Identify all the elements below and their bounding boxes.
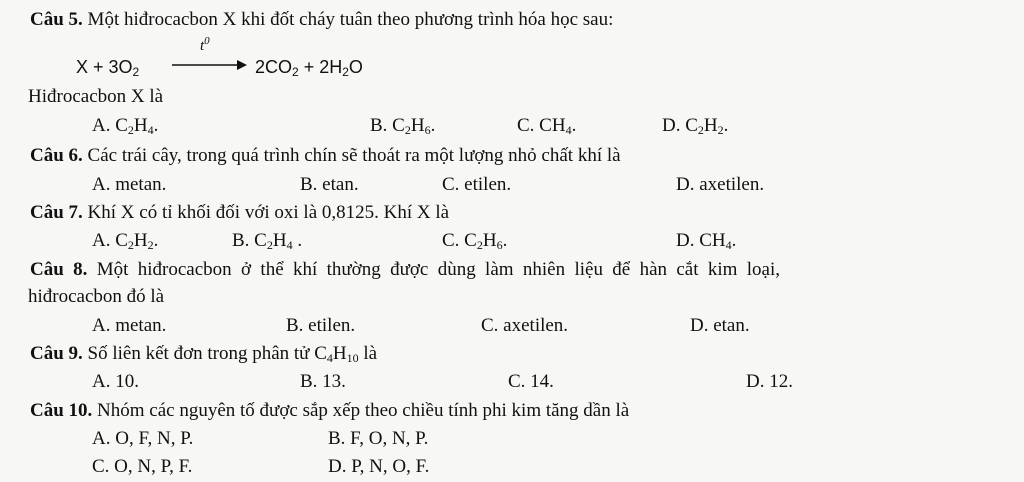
- q7-option-b[interactable]: B. $C_2H_4$ .: [232, 230, 303, 252]
- reaction-arrow-icon: [172, 58, 248, 72]
- question-7-stem: [30, 202, 449, 224]
- question-7-text: Khí X có tỉ khối đối với oxi là 0,8125. Khí X là: [82, 202, 450, 223]
- q8-option-b[interactable]: B. etilen.: [286, 315, 356, 336]
- q6-option-b[interactable]: B. etan.: [300, 174, 359, 195]
- q8-option-d[interactable]: D. etan.: [690, 315, 750, 336]
- q9-option-d[interactable]: D. 12.: [746, 371, 793, 392]
- question-5-prompt: Hiđrocacbon X là: [28, 86, 164, 107]
- q6-option-d[interactable]: D. axetilen.: [676, 174, 765, 195]
- q7-option-a[interactable]: A. $C_2H_2$.: [92, 230, 159, 252]
- question-10-label: Câu 10.: [30, 400, 93, 421]
- question-8-stem: [30, 259, 780, 281]
- question-5-stem: [30, 9, 613, 31]
- q9-option-c[interactable]: C. 14.: [508, 371, 554, 392]
- question-10-text: Nhóm các nguyên tố được sắp xếp theo chiều tính phi kim tăng dần là: [92, 400, 630, 421]
- equation-rhs: $2CO_2 + 2H_2O$: [255, 57, 363, 79]
- question-8-stem-continued: hiđrocacbon đó là: [28, 286, 165, 307]
- q6-option-c[interactable]: C. etilen.: [442, 174, 512, 195]
- q9-option-a[interactable]: A. 10.: [92, 371, 139, 392]
- q5-option-a[interactable]: A. $C_2H_4$.: [92, 115, 159, 137]
- q8-option-c[interactable]: C. axetilen.: [481, 315, 569, 336]
- question-8-text: Một hiđrocacbon ở thể khí thường được dùng làm nhiên liệu để hàn cắt kim loại,: [87, 259, 781, 280]
- q5-option-c[interactable]: C. $CH_4$.: [517, 115, 577, 137]
- q5-option-b[interactable]: B. $C_2H_6$.: [370, 115, 436, 137]
- equation-condition: $t^0$: [200, 35, 210, 54]
- q10-option-c[interactable]: C. O, N, P, F.: [92, 456, 193, 477]
- question-5-text: Một hiđrocacbon X khi đốt cháy tuân theo phương trình hóa học sau:: [82, 9, 614, 30]
- question-7-label: Câu 7.: [30, 202, 83, 223]
- q7-option-c[interactable]: C. $C_2H_6$.: [442, 230, 508, 252]
- q7-option-d[interactable]: D. $CH_4$.: [676, 230, 737, 252]
- q6-option-a[interactable]: A. metan.: [92, 174, 167, 195]
- question-5-label: Câu 5.: [30, 9, 83, 30]
- q9-option-b[interactable]: B. 13.: [300, 371, 346, 392]
- q5-option-d[interactable]: D. $C_2H_2$.: [662, 115, 729, 137]
- question-6-label: Câu 6.: [30, 145, 83, 166]
- q10-option-b[interactable]: B. F, O, N, P.: [328, 428, 429, 449]
- question-9-label: Câu 9.: [30, 343, 83, 364]
- q10-option-d[interactable]: D. P, N, O, F.: [328, 456, 430, 477]
- question-6-stem: [30, 145, 621, 167]
- equation-lhs: $X + 3O_2$: [76, 57, 140, 79]
- question-10-stem: [30, 400, 629, 422]
- question-6-text: Các trái cây, trong quá trình chín sẽ thoát ra một lượng nhỏ chất khí là: [82, 145, 621, 166]
- question-8-label: Câu 8.: [30, 259, 88, 280]
- q10-option-a[interactable]: A. O, F, N, P.: [92, 428, 194, 449]
- q8-option-a[interactable]: A. metan.: [92, 315, 167, 336]
- question-9-stem: Câu 9. Số liên kết đơn trong phân tử $C_4H_{10}$ là: [30, 343, 378, 365]
